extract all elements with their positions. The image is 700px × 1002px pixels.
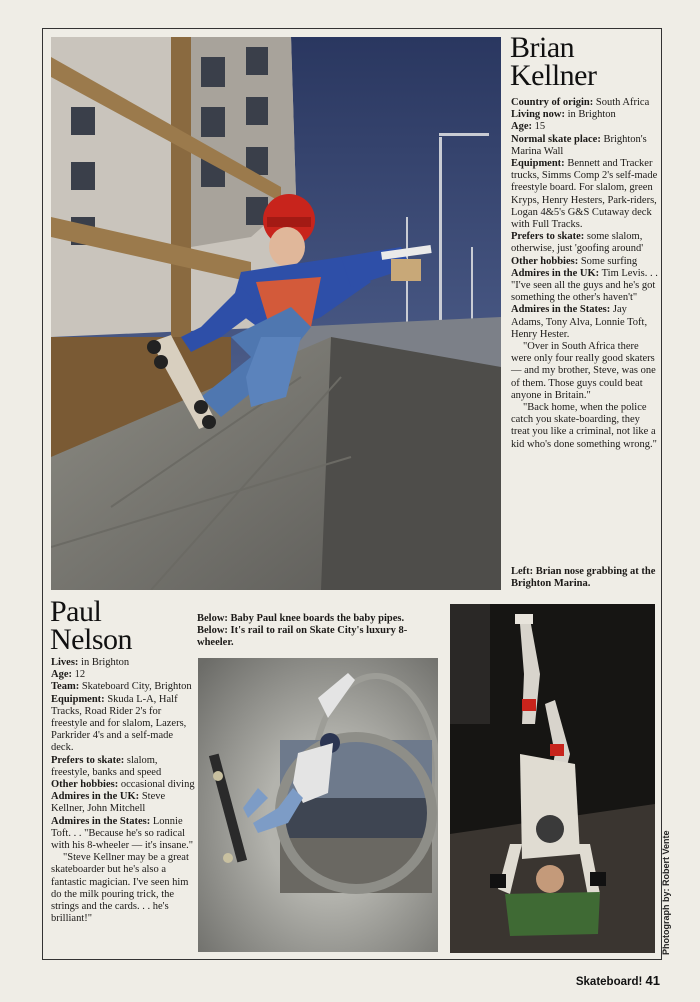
bio-field: Age: 12 xyxy=(51,669,86,681)
bio-field: Equipment: Bennett and Tracker trucks, Simms Comp 2's self-made freestyle board. For slalom, green Kryps, Henry Hesters, Park-riders, Logan 4&5's G&S Cutaway deck with Full Tracks. xyxy=(511,158,658,231)
bio-field: Prefers to skate: some slalom, otherwise, just 'goofing around' xyxy=(511,231,644,255)
bio-field: Prefers to skate: slalom, freestyle, banks and speed xyxy=(51,754,162,778)
paul-name-last: Nelson xyxy=(50,623,132,656)
photo-paul-handstand xyxy=(450,604,655,953)
bio-quote: "Steve Kellner may be a great skateboarder but he's also a fantastic magician. I've seen him do the milk pouring trick, the strings and the cards. . . he's brilliant!" xyxy=(51,852,189,925)
brian-bio xyxy=(511,97,659,451)
bio-field: Admires in the UK: Tim Levis. . . "I've seen all the guys and he's got something the other's haven't" xyxy=(511,267,658,304)
page-number: 41 xyxy=(645,973,660,988)
photo-paul-pipe xyxy=(198,658,438,952)
bio-field: Equipment: Skuda L-A, Half Tracks, Road Rider 2's for freestyle and for slalom, Lazers, Parkrider 4's and a self-made deck. xyxy=(51,693,187,754)
bio-field: Admires in the UK: Steve Kellner, John Mitchell xyxy=(51,791,166,815)
bio-field: Country of origin: South Africa xyxy=(511,97,650,108)
caption-8-wheeler: Below: It's rail to rail on Skate City's luxury 8-wheeler. xyxy=(197,625,408,648)
paul-bio xyxy=(51,657,196,925)
bio-field: Admires in the States: Lonnie Toft. . . "Because he's so radical with his 8-wheeler — it's insane." xyxy=(51,815,194,852)
bio-field: Lives: in Brighton xyxy=(51,657,130,668)
bio-field: Admires in the States: Jay Adams, Tony Alva, Lonnie Toft, Henry Hester. xyxy=(511,304,648,340)
brian-name-last: Kellner xyxy=(510,59,597,92)
bio-field: Living now: in Brighton xyxy=(511,109,616,121)
brian-name-first: Brian xyxy=(510,31,575,64)
brian-photo-caption: Left: Brian nose grabbing at the Brighton Marina. xyxy=(511,566,656,589)
bio-field: Other hobbies: occasional diving xyxy=(51,779,195,791)
paul-name-first: Paul xyxy=(50,595,102,628)
bio-field: Other hobbies: Some surfing xyxy=(511,255,638,267)
bio-quote: "Back home, when the police catch you skate-boarding, they treat you like a criminal, not like a kid who's done something wrong." xyxy=(511,402,657,450)
bio-field: Team: Skateboard City, Brighton xyxy=(51,681,192,693)
page-footer xyxy=(576,973,660,988)
caption-pipes: Below: Baby Paul knee boards the baby pipes. xyxy=(197,613,405,624)
photo-credit: Photograph by: Robert Vente xyxy=(661,830,671,955)
bio-field: Age: 15 xyxy=(511,121,546,133)
photo-brian-marina xyxy=(51,37,501,590)
bio-field: Normal skate place: Brighton's Marina Wall xyxy=(511,133,647,157)
bio-quote: "Over in South Africa there were only four really good skaters — and my brother, Steve, was one of them. Those guys could beat anyone in Britain." xyxy=(511,341,656,401)
magazine-name: Skateboard! xyxy=(575,976,643,988)
paul-photo-captions xyxy=(197,613,442,649)
